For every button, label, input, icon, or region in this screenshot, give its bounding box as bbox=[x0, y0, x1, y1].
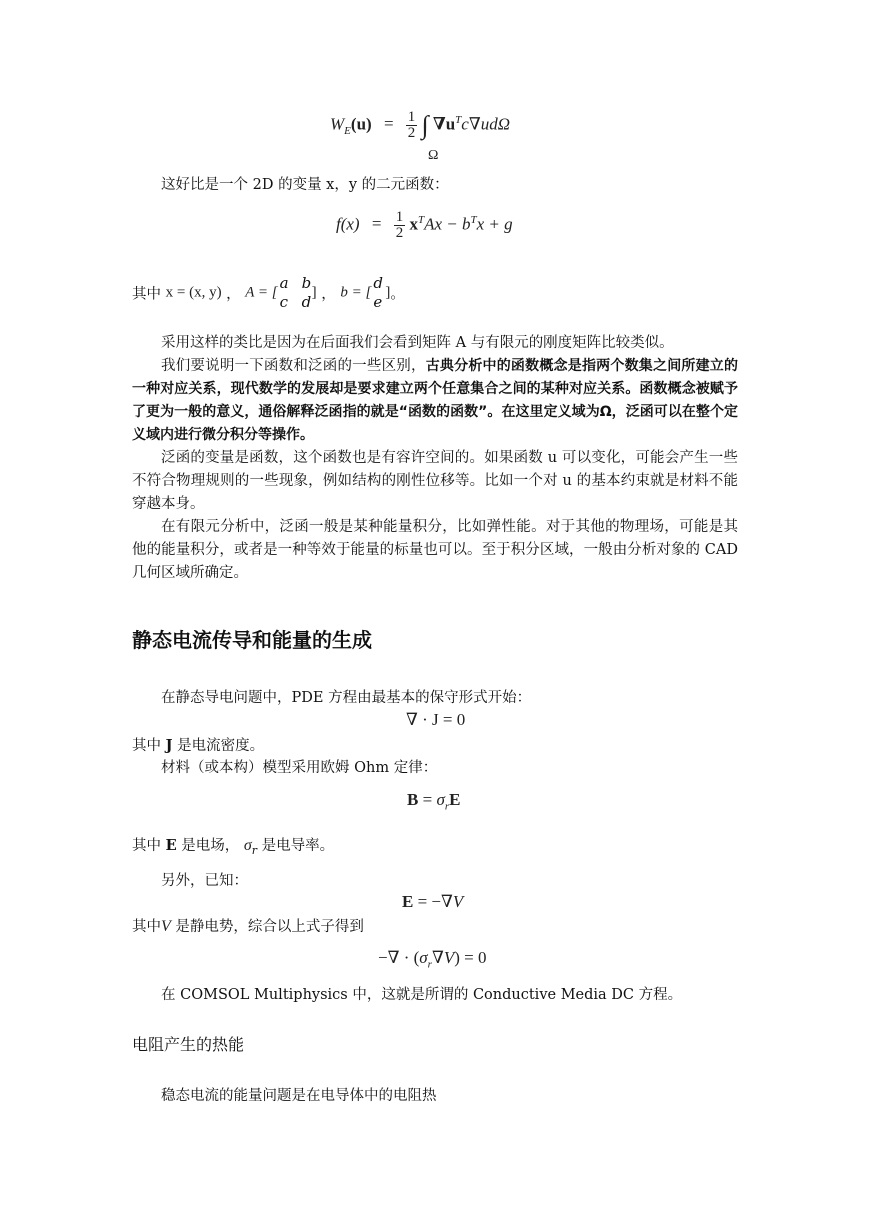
vector-b bbox=[371, 276, 385, 310]
definition-x: x = (x, y) bbox=[165, 284, 222, 301]
eq2-half-fraction: $\frac{1}{2}$ bbox=[395, 209, 404, 241]
paragraph-resistive-heat: 稳态电流的能量问题是在电导体中的电阻热 bbox=[161, 1088, 437, 1104]
eq2-transpose-2: T bbox=[470, 213, 477, 226]
potential-pre: 其中 bbox=[132, 919, 161, 935]
paragraph-ohm-law: 材料（或本构）模型采用欧姆 Ohm 定律： bbox=[161, 760, 438, 776]
eq2-equals: = bbox=[371, 214, 382, 234]
paragraph-fem-energy: 在有限元分析中，泛函一般是某种能量积分，比如弹性能。对于其他的物理场，可能是其他的能量积分，或者是一种等效于能量的标量也可以。至于积分区域，一般由分析对象的 CAD 几何区域所确定。 bbox=[132, 519, 738, 581]
definition-A-close: ] bbox=[311, 284, 317, 301]
vector-b-e: e bbox=[373, 293, 383, 311]
symbol-E: E bbox=[165, 837, 177, 854]
eq2-lhs: f(x) bbox=[336, 214, 360, 234]
paragraph-electric-potential bbox=[132, 915, 738, 939]
paragraph-admissible-space: 泛函的变量是函数，这个函数也是有容许空间的。如果函数 u 可以变化，可能会产生一些不符合物理规则的一些现象，例如结构的刚性位移等。比如一个对 u 的基本约束就是材料不能穿越本身。 bbox=[132, 450, 738, 512]
subsection-heading-resistive-heat: 电阻产生的热能 bbox=[132, 1035, 245, 1054]
paragraph-field-conductivity bbox=[132, 834, 738, 862]
eq1-lhs: W bbox=[330, 114, 345, 134]
equation-quadratic-function bbox=[336, 210, 513, 241]
definitions-end: 。 bbox=[390, 286, 405, 303]
eq6-sigma-sub: r bbox=[427, 958, 432, 971]
functional-bold-definition: 古典分析中的函数概念是指两个数集之间所建立的一种对应关系，现代数学的发展却是要求建立两个任意集合之间的某种对应关系。函数概念被赋予了更为一般的意义，通俗解释泛函指的就是“函数的函数”。在这里定义域为Ω，泛函可以在整个定义域内进行微分积分等操作。 bbox=[132, 358, 739, 443]
eq6-sigma: σ bbox=[419, 948, 428, 967]
definitions-sep-2: ， bbox=[321, 286, 336, 303]
eq1-integral-sign: ∫ bbox=[421, 110, 429, 140]
current-density-pre: 其中 bbox=[132, 738, 166, 754]
matrix-A-d: d bbox=[301, 293, 312, 311]
definition-b-close: ] bbox=[385, 284, 391, 301]
eq1-equals: = bbox=[383, 114, 394, 134]
equation-energy-functional bbox=[330, 110, 510, 170]
eq1-arg: (u) bbox=[350, 114, 372, 134]
definitions-sep-1: ， bbox=[226, 286, 241, 303]
eq4-equals: = bbox=[418, 790, 437, 809]
equation-current-conservation: ∇ · J = 0 bbox=[406, 710, 466, 729]
equation-field-potential bbox=[402, 892, 463, 912]
eq5-rest: = −∇ bbox=[413, 892, 453, 911]
paragraph-static-conduction: 在静态导电问题中，PDE 方程由最基本的保守形式开始： bbox=[161, 690, 532, 706]
eq1-transpose: T bbox=[455, 113, 462, 126]
current-density-post: 是电流密度。 bbox=[172, 738, 265, 754]
definitions-lead: 其中 bbox=[132, 286, 166, 303]
matrix-A bbox=[278, 276, 312, 310]
eq2-transpose-1: T bbox=[417, 213, 425, 226]
field-conductivity-mid: 是电场， bbox=[176, 838, 240, 854]
eq6-pre: −∇ · ( bbox=[378, 948, 420, 967]
eq1-body: ∇u bbox=[432, 114, 456, 134]
eq2-tail: x + g bbox=[476, 214, 513, 234]
field-conductivity-pre: 其中 bbox=[132, 838, 166, 854]
symbol-J: J bbox=[165, 737, 173, 754]
eq4-lhs: B bbox=[407, 790, 419, 809]
eq5-V: V bbox=[452, 892, 464, 911]
symbol-sigma: σ bbox=[243, 837, 252, 854]
functional-intro-text: 我们要说明一下函数和泛函的一些区别， bbox=[161, 358, 426, 374]
symbol-sigma-sub: r bbox=[251, 843, 258, 857]
eq2-mid: Ax − b bbox=[424, 214, 471, 234]
paragraph-current-density bbox=[132, 734, 738, 758]
eq1-domain-label: Ω bbox=[428, 148, 439, 163]
eq6-nabla: ∇ bbox=[431, 948, 444, 967]
eq2-x: x bbox=[409, 214, 418, 234]
equation-conductive-media-dc bbox=[378, 948, 486, 970]
eq4-E: E bbox=[449, 790, 461, 809]
eq4-sigma-sub: r bbox=[444, 800, 450, 813]
paragraph-function-vs-functional bbox=[132, 355, 738, 447]
equation-ohm-law bbox=[407, 790, 460, 812]
paragraph-analogy-reason: 采用这样的类比是因为在后面我们会看到矩阵 A 与有限元的刚度矩阵比较类似。 bbox=[161, 335, 674, 351]
eq1-lhs-sub: E bbox=[344, 124, 351, 137]
definition-b-lhs: b = [ bbox=[340, 284, 372, 301]
eq1-tail: c∇udΩ bbox=[461, 114, 511, 134]
matrix-A-b: b bbox=[301, 274, 312, 292]
paragraph-comsol-note: 在 COMSOL Multiphysics 中，这就是所谓的 Conductive Media DC 方程。 bbox=[161, 987, 683, 1003]
matrix-A-c: c bbox=[279, 293, 289, 311]
symbol-V: V bbox=[161, 918, 171, 935]
potential-post: 是静电势，综合以上式子得到 bbox=[170, 919, 364, 935]
matrix-A-a: a bbox=[279, 274, 289, 292]
vector-b-d: d bbox=[373, 274, 383, 292]
definition-A-lhs: A = [ bbox=[245, 284, 278, 301]
field-conductivity-post: 是电导率。 bbox=[257, 838, 335, 854]
section-heading-static-current: 静态电流传导和能量的生成 bbox=[132, 628, 372, 652]
eq4-sigma: σ bbox=[436, 790, 445, 809]
paragraph-definitions bbox=[132, 276, 405, 316]
eq1-half-fraction: $\frac{1}{2}$ bbox=[407, 109, 416, 141]
eq6-post: ) = 0 bbox=[454, 948, 487, 967]
eq6-V: V bbox=[443, 948, 455, 967]
paragraph-also-known: 另外，已知： bbox=[161, 873, 248, 889]
eq5-E: E bbox=[402, 892, 414, 911]
paragraph-analogy-intro: 这好比是一个 2D 的变量 x，y 的二元函数： bbox=[161, 177, 449, 193]
